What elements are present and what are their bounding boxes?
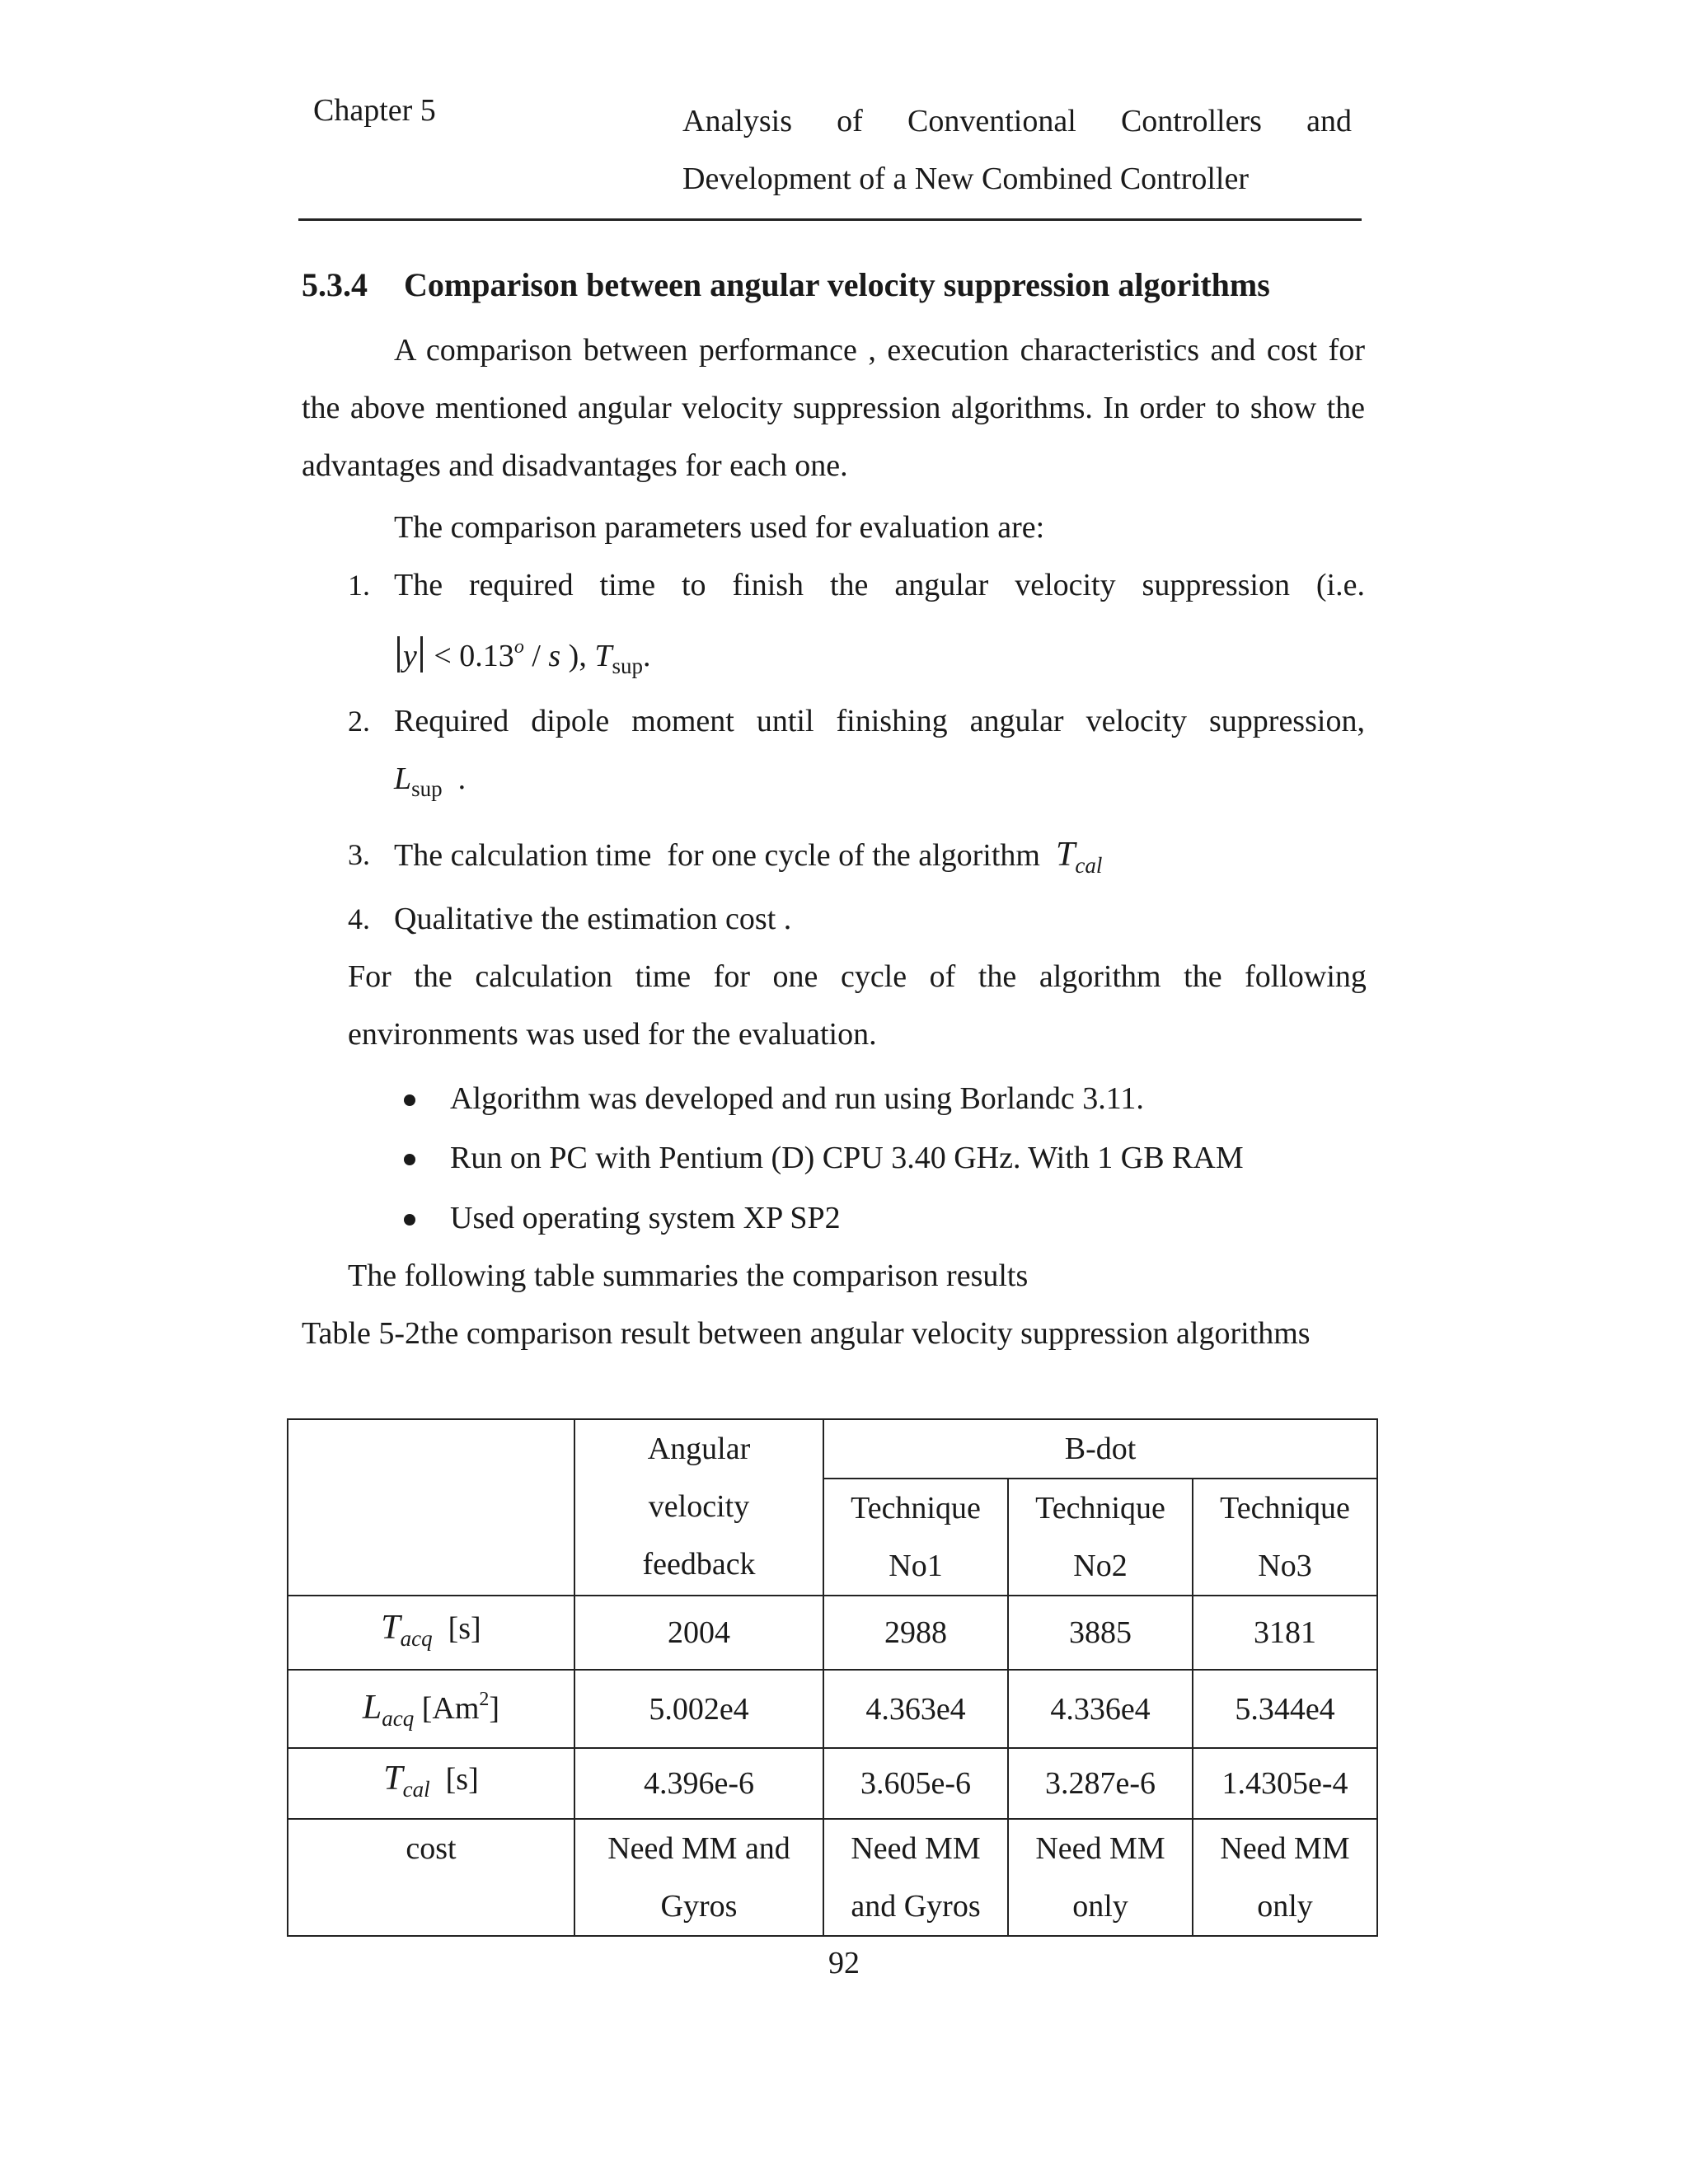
header-line: velocity [648, 1489, 750, 1524]
word: calculation [475, 959, 613, 994]
env-line-2: environments was used for the evaluation. [348, 1017, 877, 1052]
table-cell [574, 1819, 823, 1936]
summary-text: The following table summaries the comparison results [348, 1258, 1029, 1293]
header-word: Conventional [907, 104, 1076, 138]
formula-close: ), [560, 639, 587, 673]
header-word: Analysis [682, 104, 792, 138]
item-number: 1. [348, 569, 370, 602]
table-row-tacq [288, 1596, 1377, 1670]
row-unit-superscript: 2 [479, 1689, 490, 1710]
env-line-1 [348, 948, 1367, 1005]
cell-line: Need MM [1220, 1831, 1350, 1866]
row-symbol: L [362, 1689, 382, 1727]
row-label [288, 1670, 574, 1748]
row-unit-close: ] [489, 1691, 500, 1726]
word: finish [732, 568, 804, 602]
word: the [1184, 959, 1222, 994]
period: . [457, 762, 467, 796]
header-empty-cell [288, 1419, 574, 1596]
env-paragraph [348, 948, 1367, 1063]
header-title-line1 [682, 92, 1352, 150]
row-symbol-subscript: cal [402, 1776, 430, 1802]
table-cell [1193, 1819, 1377, 1936]
bullet-text: Algorithm was developed and run using Borlandc 3.11. [450, 1081, 1144, 1116]
word: the [414, 959, 452, 994]
table-cell: 5.344e4 [1193, 1670, 1377, 1748]
table-cell: 2004 [574, 1596, 823, 1670]
bullet-text: Run on PC with Pentium (D) CPU 3.40 GHz. With 1 GB RAM [450, 1141, 1244, 1175]
word: following [1245, 959, 1367, 994]
header-line: Technique [1035, 1491, 1165, 1526]
table-cell: 3.287e-6 [1008, 1748, 1193, 1819]
symbol: L [394, 762, 412, 796]
param-item-1-formula [394, 618, 650, 695]
item-number: 3. [348, 838, 370, 871]
cell-line: Gyros [660, 1889, 738, 1924]
word: cycle [840, 959, 907, 994]
header-chapter: Chapter 5 [313, 93, 436, 128]
header-line: No2 [1073, 1549, 1128, 1583]
item-text [394, 692, 1365, 750]
table-row-lacq [288, 1670, 1377, 1748]
section-heading [302, 265, 1270, 304]
word: suppression [1142, 568, 1290, 602]
word: required [469, 568, 574, 602]
word: to [682, 568, 706, 602]
word: the [829, 568, 869, 602]
row-label [288, 1596, 574, 1670]
table-cell: 3885 [1008, 1596, 1193, 1670]
table-cell: 4.336e4 [1008, 1670, 1193, 1748]
abs-bar [420, 636, 423, 673]
symbol: T [1055, 836, 1076, 874]
word: one [772, 959, 818, 994]
header-cell-technique-1 [823, 1479, 1008, 1596]
word: For [348, 959, 392, 994]
cell-line: and Gyros [851, 1889, 981, 1924]
word: Required [394, 704, 509, 738]
header-line: Angular [647, 1432, 751, 1466]
formula-degree: o [513, 636, 524, 658]
row-symbol-subscript: acq [400, 1625, 433, 1651]
header-cell-angular-velocity-feedback [574, 1419, 823, 1596]
word: for [713, 959, 750, 994]
word: algorithm [1039, 959, 1161, 994]
row-unit: [s] [448, 1610, 481, 1646]
word: the [978, 959, 1017, 994]
word: angular [969, 704, 1064, 738]
word: suppression, [1209, 704, 1365, 738]
header-line: No3 [1258, 1549, 1312, 1583]
row-symbol: T [383, 1759, 403, 1797]
word: angular [894, 568, 989, 602]
row-label [288, 1748, 574, 1819]
symbol-subscript: sup [411, 776, 443, 801]
row-symbol: T [381, 1608, 401, 1647]
bullet-icon [404, 1094, 415, 1106]
table-row-cost [288, 1819, 1377, 1936]
table-cell: 2988 [823, 1596, 1008, 1670]
period: . [642, 639, 651, 673]
row-unit: [Am [421, 1691, 480, 1726]
table-cell: 1.4305e-4 [1193, 1748, 1377, 1819]
table-cell: 4.396e-6 [574, 1748, 823, 1819]
word: dipole [531, 704, 610, 738]
params-intro: The comparison parameters used for evaluation are: [394, 510, 1045, 545]
bullet-icon [404, 1214, 415, 1226]
page-number: 92 [828, 1946, 860, 1980]
word: of [929, 959, 956, 994]
word: finishing [836, 704, 948, 738]
word: moment [631, 704, 734, 738]
table-cell [1008, 1819, 1193, 1936]
header-line: No1 [889, 1549, 943, 1583]
section-number: 5.3.4 [302, 266, 368, 303]
formula-var: y [403, 639, 417, 673]
word: The [394, 568, 443, 602]
header-word: and [1306, 104, 1352, 138]
bullet-icon [404, 1154, 415, 1165]
table-cell: 5.002e4 [574, 1670, 823, 1748]
cell-line: only [1072, 1889, 1128, 1924]
formula-slash: / [523, 639, 549, 673]
item-number: 2. [348, 705, 370, 738]
symbol-subscript: sup [612, 654, 643, 678]
header-divider [298, 218, 1362, 221]
header-cell-bdot: B-dot [823, 1419, 1377, 1479]
symbol-subscript: cal [1075, 853, 1103, 878]
table-cell: 4.363e4 [823, 1670, 1008, 1748]
abs-bar [397, 636, 400, 673]
comparison-table [287, 1418, 1378, 1937]
header-line: feedback [642, 1547, 756, 1582]
item-text [394, 556, 1365, 614]
param-item-2-symbol [394, 750, 466, 818]
section-title: Comparison between angular velocity suppression algorithms [404, 266, 1270, 303]
cell-line: Need MM and [607, 1831, 790, 1866]
word: time [599, 568, 656, 602]
row-label: cost [288, 1819, 574, 1936]
table-row-tcal [288, 1748, 1377, 1819]
word: velocity [1085, 704, 1187, 738]
item-text: Qualitative the estimation cost . [394, 902, 792, 936]
bullet-text: Used operating system XP SP2 [450, 1201, 841, 1235]
word: velocity [1015, 568, 1116, 602]
header-title [682, 92, 1352, 208]
word: until [756, 704, 814, 738]
formula-unit: s [548, 639, 561, 673]
header-cell-technique-2 [1008, 1479, 1193, 1596]
cell-line: only [1257, 1889, 1313, 1924]
row-symbol-subscript: acq [382, 1706, 415, 1731]
header-title-line2: Development of a New Combined Controller [682, 162, 1250, 196]
header-word: of [837, 104, 863, 138]
header-line: Technique [1220, 1491, 1350, 1526]
header-line: Technique [851, 1491, 981, 1526]
row-unit: [s] [445, 1761, 479, 1797]
formula-text: < 0.13 [434, 639, 514, 673]
item-number: 4. [348, 902, 370, 935]
table-cell [823, 1819, 1008, 1936]
cell-line: Need MM [851, 1831, 981, 1866]
header-word: Controllers [1120, 104, 1262, 138]
table-cell: 3.605e-6 [823, 1748, 1008, 1819]
item-text-body: The calculation time for one cycle of the algorithm [394, 838, 1040, 873]
table-header-row [288, 1419, 1377, 1479]
word: time [635, 959, 692, 994]
table-caption: Table 5-2the comparison result between angular velocity suppression algorithms [302, 1316, 1311, 1351]
cell-line: Need MM [1035, 1831, 1165, 1866]
item-text [394, 826, 1102, 894]
intro-paragraph: A comparison between performance , execution characteristics and cost for the above mentioned angular velocity suppression algorithms. In order to show the advantages and disadvantages for each one. [302, 333, 1365, 483]
header-cell-technique-3 [1193, 1479, 1377, 1596]
symbol: T [594, 639, 612, 673]
table-cell: 3181 [1193, 1596, 1377, 1670]
word: (i.e. [1315, 568, 1365, 602]
